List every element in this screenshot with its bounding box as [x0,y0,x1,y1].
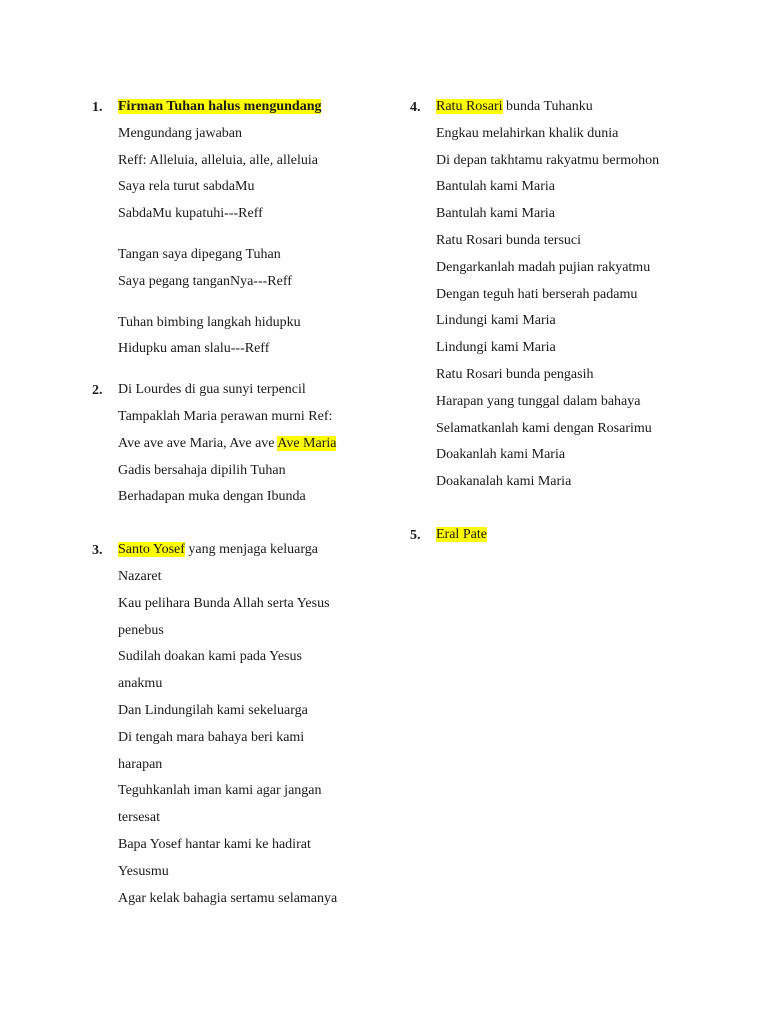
lyric-line: Bantulah kami Maria [436,206,555,222]
song-title [436,522,710,549]
lyric-line: Mengundang jawaban [118,125,243,141]
lyric-line: Ratu Rosari bunda pengasih [436,366,594,382]
lyric-line: Yesusmu [118,863,169,879]
lyric-line: Dengan teguh hati berserah padamu [436,286,638,302]
song-number: 5. [410,527,421,543]
song-number: 1. [92,100,103,115]
lyric-line: Selamatkanlah kami dengan Rosarimu [436,420,652,436]
song-5 [410,522,710,549]
song-number: 2. [92,383,103,399]
lyric-line: Reff: Alleluia, alleluia, alle, alleluia [118,152,318,168]
lyric-line: Bapa Yosef hantar kami ke hadirat [118,836,311,852]
lyric-line: Engkau melahirkan khalik dunia [436,125,619,141]
song-number: 3. [92,543,103,559]
lyric-line: Dan Lindungilah kami sekeluarga [118,702,308,718]
lyric-line: Bantulah kami Maria [436,179,555,195]
lyric-line: Tuhan bimbing langkah hidupku [118,314,301,330]
lyric-line: Hidupku aman slalu---Reff [118,341,270,357]
lyric-line: Saya rela turut sabdaMu [118,179,255,195]
lyric-line: harapan [118,756,163,772]
lyric-line: Berhadapan muka dengan Ibunda [118,489,306,505]
highlighted-text: Firman Tuhan halus mengundang [118,99,322,114]
lyric-text: yang menjaga keluarga [184,542,318,558]
lyric-line [118,537,382,564]
lyric-line: Doakanalah kami Maria [436,474,572,490]
lyric-line: Gadis bersahaja dipilih Tuhan [118,462,286,478]
lyric-line: Agar kelak bahagia sertamu selamanya [118,890,338,906]
song-1 [92,94,382,363]
lyric-line: tersesat [118,810,160,826]
left-column [92,94,382,912]
lyric-line: Di Lourdes di gua sunyi terpencil [118,382,306,398]
lyric-line: Teguhkanlah iman kami agar jangan [118,783,322,799]
highlighted-text: Ratu Rosari [436,99,503,114]
lyric-line: Nazaret [118,568,162,584]
lyric-line: Harapan yang tunggal dalam bahaya [436,393,641,409]
lyric-line: Saya pegang tanganNya---Reff [118,273,292,289]
lyric-line: Dengarkanlah madah pujian rakyatmu [436,259,651,275]
lyric-line: Tampaklah Maria perawan murni Ref: [118,408,333,424]
lyric-line [118,431,382,458]
lyric-line: anakmu [118,676,163,692]
lyric-line: Lindungi kami Maria [436,340,556,356]
lyric-line: Sudilah doakan kami pada Yesus [118,649,302,665]
song-3 [92,537,382,912]
lyric-text: bunda Tuhanku [502,99,593,114]
lyric-line [436,94,710,121]
lyric-line: Di tengah mara bahaya beri kami [118,729,305,745]
song-2 [92,377,382,511]
lyric-line: penebus [118,622,164,638]
song-4 [410,94,710,496]
lyric-line: Di depan takhtamu rakyatmu bermohon [436,152,660,168]
lyric-text: Ave ave ave Maria, Ave ave [118,435,278,451]
lyric-line: Lindungi kami Maria [436,313,556,329]
lyric-line: SabdaMu kupatuhi---Reff [118,206,263,222]
lyric-line: Kau pelihara Bunda Allah serta Yesus [118,595,330,611]
song-number: 4. [410,100,421,115]
song-title [118,94,382,121]
lyric-line: Tangan saya dipegang Tuhan [118,246,281,262]
right-column [410,94,710,549]
lyric-line: Ratu Rosari bunda tersuci [436,232,582,248]
lyric-line: Doakanlah kami Maria [436,447,566,463]
highlighted-text: Santo Yosef [118,542,185,558]
highlighted-text: Ave Maria [277,435,337,451]
highlighted-text: Eral Pate [436,526,487,542]
